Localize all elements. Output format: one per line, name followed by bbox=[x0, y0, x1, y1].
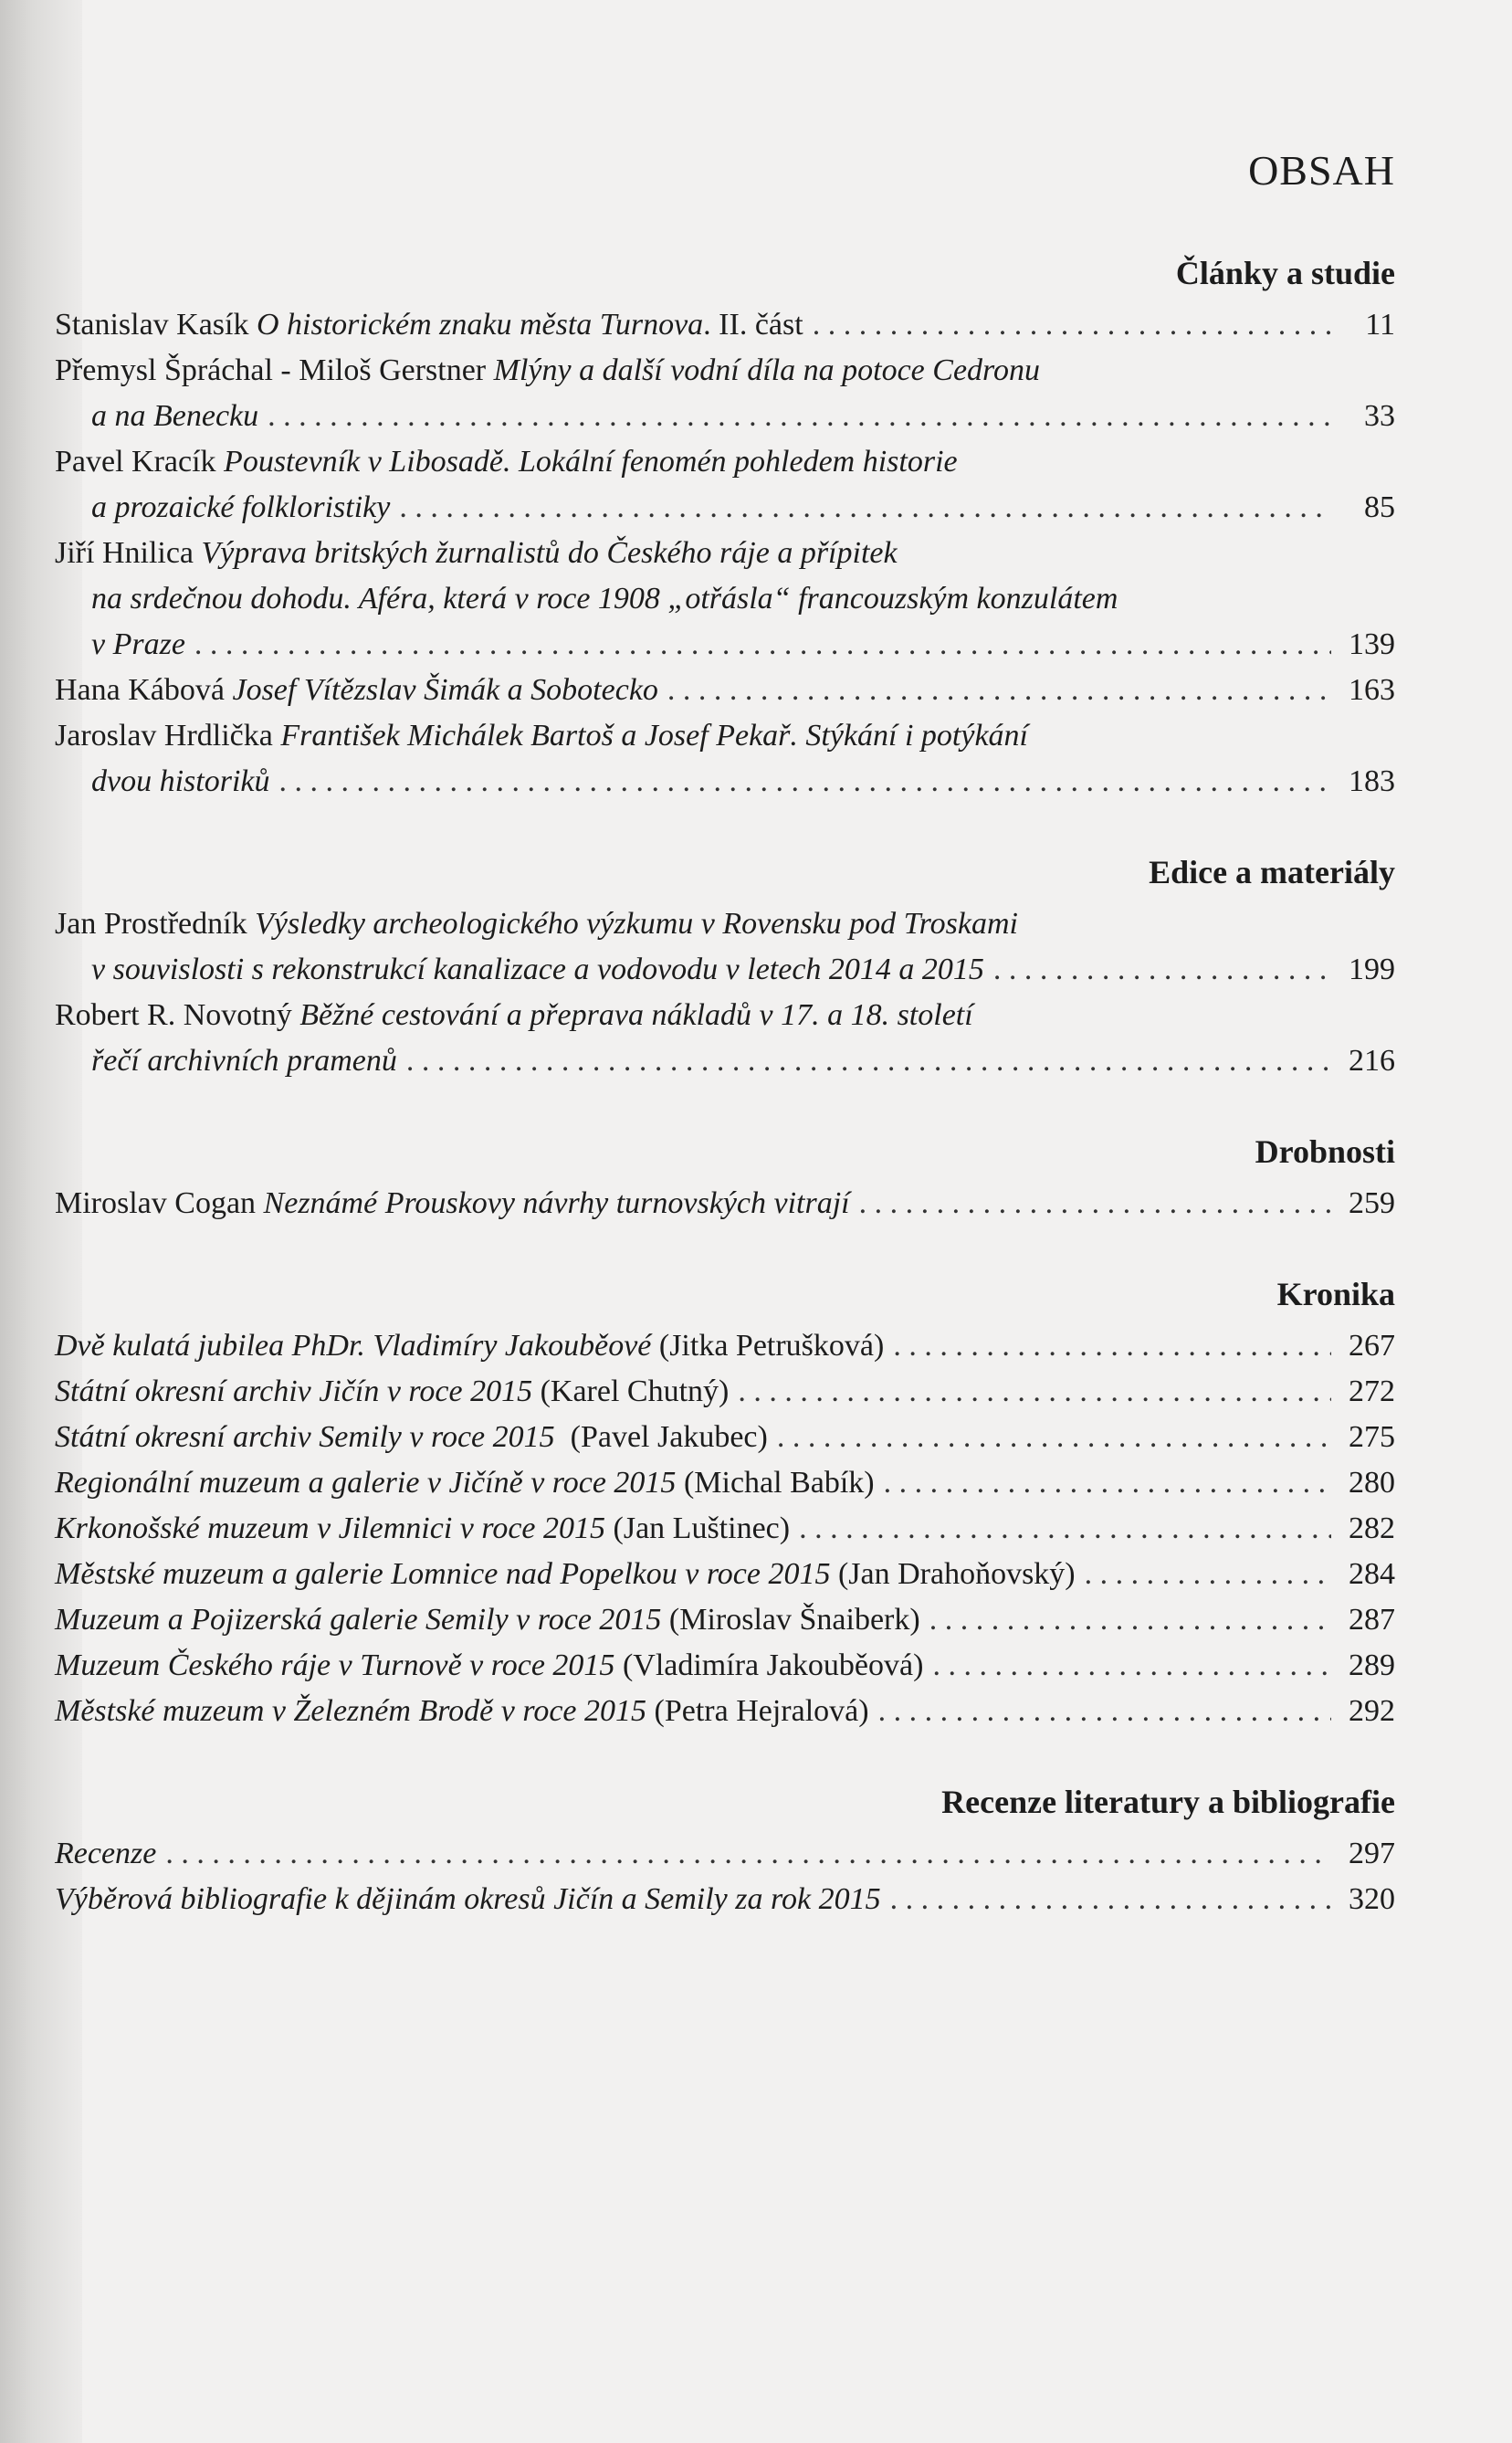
entry-line bbox=[55, 1597, 1395, 1643]
entry-line bbox=[55, 1181, 1395, 1227]
entry-author: Pavel Kracík bbox=[55, 445, 225, 479]
toc-entry[interactable] bbox=[55, 1831, 1395, 1877]
entry-author: Jan Prostředník bbox=[55, 907, 256, 941]
entry-title: Výprava britských žurnalistů do Českého ráje a přípitek bbox=[201, 536, 898, 570]
toc-section bbox=[55, 848, 1395, 1084]
entry-note: (Karel Chutný) bbox=[532, 1374, 730, 1408]
entry-page-number: 289 bbox=[1349, 1648, 1395, 1682]
entry-page-number: 259 bbox=[1349, 1186, 1395, 1220]
entry-page-number: 275 bbox=[1349, 1420, 1395, 1454]
entry-title: Regionální muzeum a galerie v Jičíně v roce 2015 bbox=[55, 1466, 677, 1500]
toc-entry[interactable] bbox=[55, 668, 1395, 713]
dot-leader bbox=[194, 622, 1331, 668]
entry-title: Dvě kulatá jubilea PhDr. Vladimíry Jakouběové bbox=[55, 1329, 652, 1363]
entry-title: Poustevník v Libosadě. Lokální fenomén pohledem historie bbox=[224, 445, 958, 479]
entry-title: Výběrová bibliografie k dějinám okresů Jičín a Semily za rok 2015 bbox=[55, 1882, 881, 1916]
toc-entry[interactable] bbox=[55, 993, 1395, 1084]
entry-page-number: 199 bbox=[1349, 953, 1395, 986]
dot-leader bbox=[799, 1506, 1331, 1552]
dot-leader bbox=[777, 1415, 1331, 1460]
entry-page-number: 85 bbox=[1364, 490, 1395, 524]
entry-page-number: 292 bbox=[1349, 1694, 1395, 1728]
entry-line bbox=[55, 1460, 1395, 1506]
entry-page-number: 139 bbox=[1349, 627, 1395, 661]
section-heading: Kronika bbox=[1276, 1276, 1395, 1312]
entry-line bbox=[55, 1831, 1395, 1877]
entry-note: (Vladimíra Jakouběová) bbox=[614, 1648, 924, 1682]
toc-entry[interactable] bbox=[55, 1181, 1395, 1227]
dot-leader bbox=[993, 947, 1331, 993]
entry-page-number: 33 bbox=[1364, 399, 1395, 433]
entry-line bbox=[55, 394, 1395, 439]
dot-leader bbox=[165, 1831, 1331, 1877]
entry-title: v souvislosti s rekonstrukcí kanalizace a vodovodu v letech 2014 a 2015 bbox=[91, 953, 984, 986]
entry-title: Muzeum Českého ráje v Turnově v roce 2015 bbox=[55, 1648, 615, 1682]
entry-title: Státní okresní archiv Jičín v roce 2015 bbox=[55, 1374, 533, 1408]
dot-leader bbox=[893, 1323, 1331, 1369]
entry-line bbox=[55, 1369, 1395, 1415]
toc-entry[interactable] bbox=[55, 1415, 1395, 1460]
entry-line bbox=[55, 439, 1395, 485]
entry-title: dvou historiků bbox=[91, 764, 270, 798]
entry-page-number: 11 bbox=[1365, 308, 1395, 342]
dot-leader bbox=[884, 1460, 1331, 1506]
dot-leader bbox=[268, 394, 1331, 439]
entry-title: Státní okresní archiv Semily v roce 2015 bbox=[55, 1420, 555, 1454]
toc-entry[interactable] bbox=[55, 1689, 1395, 1734]
toc-entry[interactable] bbox=[55, 713, 1395, 805]
dot-leader bbox=[278, 759, 1331, 805]
dot-leader bbox=[667, 668, 1331, 713]
entry-note: (Jan Luštinec) bbox=[605, 1511, 791, 1545]
entry-line bbox=[55, 668, 1395, 713]
entry-title: a na Benecku bbox=[91, 399, 259, 433]
toc-section bbox=[55, 1128, 1395, 1227]
entry-title: Josef Vítězslav Šimák a Sobotecko bbox=[232, 673, 658, 707]
entry-line bbox=[55, 1415, 1395, 1460]
entry-line bbox=[55, 947, 1395, 993]
entry-line bbox=[55, 993, 1395, 1038]
entry-line bbox=[55, 901, 1395, 947]
section-heading: Recenze literatury a bibliografie bbox=[941, 1784, 1395, 1820]
entry-line bbox=[55, 1552, 1395, 1597]
toc-entry[interactable] bbox=[55, 1323, 1395, 1369]
entry-line bbox=[55, 485, 1395, 531]
toc-entry[interactable] bbox=[55, 1552, 1395, 1597]
entry-page-number: 272 bbox=[1349, 1374, 1395, 1408]
section-heading: Drobnosti bbox=[1255, 1133, 1395, 1170]
toc-section bbox=[55, 1270, 1395, 1734]
page-title: OBSAH bbox=[1248, 147, 1395, 194]
entry-author: Robert R. Novotný bbox=[55, 998, 300, 1032]
entry-line bbox=[55, 302, 1395, 348]
entry-page-number: 216 bbox=[1349, 1044, 1395, 1078]
entry-page-number: 297 bbox=[1349, 1837, 1395, 1870]
entry-page-number: 267 bbox=[1349, 1329, 1395, 1363]
toc-entry[interactable] bbox=[55, 1643, 1395, 1689]
entry-line bbox=[55, 759, 1395, 805]
toc-sections bbox=[55, 249, 1395, 1922]
entry-title: František Michálek Bartoš a Josef Pekař. Stýkání i potýkání bbox=[280, 719, 1028, 753]
entry-author: Jiří Hnilica bbox=[55, 536, 202, 570]
toc-entry[interactable] bbox=[55, 302, 1395, 348]
entry-author: Hana Kábová bbox=[55, 673, 233, 707]
toc-section bbox=[55, 249, 1395, 805]
entry-title: O historickém znaku města Turnova bbox=[256, 308, 704, 342]
dot-leader bbox=[878, 1689, 1331, 1734]
entry-line bbox=[55, 1038, 1395, 1084]
entry-author: Jaroslav Hrdlička bbox=[55, 719, 281, 753]
entry-author: Miroslav Cogan bbox=[55, 1186, 264, 1220]
entry-note: (Jitka Petrušková) bbox=[651, 1329, 885, 1363]
toc-entry[interactable] bbox=[55, 1506, 1395, 1552]
entry-line bbox=[55, 1643, 1395, 1689]
entry-page-number: 282 bbox=[1349, 1511, 1395, 1545]
dot-leader bbox=[890, 1877, 1331, 1922]
section-heading: Edice a materiály bbox=[1149, 854, 1395, 890]
toc-entry[interactable] bbox=[55, 1877, 1395, 1922]
entry-page-number: 183 bbox=[1349, 764, 1395, 798]
entry-note: (Jan Drahoňovský) bbox=[830, 1557, 1076, 1591]
dot-leader bbox=[399, 485, 1331, 531]
entry-line bbox=[55, 713, 1395, 759]
entry-page-number: 284 bbox=[1349, 1557, 1395, 1591]
toc-entry[interactable] bbox=[55, 901, 1395, 993]
entry-title: Běžné cestování a přeprava nákladů v 17. a 18. století bbox=[299, 998, 973, 1032]
entry-line bbox=[55, 1506, 1395, 1552]
entry-note: (Michal Babík) bbox=[676, 1466, 875, 1500]
toc-entry[interactable] bbox=[55, 348, 1395, 439]
entry-title: Recenze bbox=[55, 1837, 157, 1870]
entry-note: (Miroslav Šnaiberk) bbox=[661, 1603, 920, 1637]
dot-leader bbox=[738, 1369, 1331, 1415]
entry-title: Výsledky archeologického výzkumu v Rovensku pod Troskami bbox=[255, 907, 1018, 941]
table-of-contents bbox=[55, 146, 1395, 1966]
entry-title: Městské muzeum a galerie Lomnice nad Popelkou v roce 2015 bbox=[55, 1557, 831, 1591]
entry-author: Stanislav Kasík bbox=[55, 308, 257, 342]
entry-line bbox=[55, 576, 1395, 622]
entry-author: Přemysl Špráchal - Miloš Gerstner bbox=[55, 353, 494, 387]
entry-note: (Petra Hejralová) bbox=[646, 1694, 869, 1728]
entry-line bbox=[55, 1323, 1395, 1369]
toc-entry[interactable] bbox=[55, 1369, 1395, 1415]
entry-title: a prozaické folkloristiky bbox=[91, 490, 391, 524]
dot-leader bbox=[932, 1643, 1331, 1689]
toc-entry[interactable] bbox=[55, 531, 1395, 668]
entry-title: v Praze bbox=[91, 627, 185, 661]
dot-leader bbox=[859, 1181, 1331, 1227]
entry-page-number: 280 bbox=[1349, 1466, 1395, 1500]
dot-leader bbox=[813, 302, 1331, 348]
toc-entry[interactable] bbox=[55, 1460, 1395, 1506]
entry-line bbox=[55, 531, 1395, 576]
entry-line bbox=[55, 622, 1395, 668]
entry-line bbox=[55, 1877, 1395, 1922]
entry-title: Městské muzeum v Železném Brodě v roce 2015 bbox=[55, 1694, 647, 1728]
entry-line bbox=[55, 348, 1395, 394]
section-heading: Články a studie bbox=[1175, 255, 1395, 291]
dot-leader bbox=[406, 1038, 1331, 1084]
entry-page-number: 287 bbox=[1349, 1603, 1395, 1637]
toc-section bbox=[55, 1778, 1395, 1922]
entry-title: Neznámé Prouskovy návrhy turnovských vitrají bbox=[263, 1186, 850, 1220]
toc-entry[interactable] bbox=[55, 439, 1395, 531]
entry-title: Mlýny a další vodní díla na potoce Cedronu bbox=[493, 353, 1041, 387]
entry-note: (Pavel Jakubec) bbox=[554, 1420, 768, 1454]
dot-leader bbox=[1085, 1552, 1331, 1597]
entry-page-number: 320 bbox=[1349, 1882, 1395, 1916]
entry-title: Krkonošské muzeum v Jilemnici v roce 2015 bbox=[55, 1511, 606, 1545]
entry-page-number: 163 bbox=[1349, 673, 1395, 707]
dot-leader bbox=[929, 1597, 1331, 1643]
entry-line bbox=[55, 1689, 1395, 1734]
entry-title: Muzeum a Pojizerská galerie Semily v roce 2015 bbox=[55, 1603, 662, 1637]
entry-title: řečí archivních pramenů bbox=[91, 1044, 397, 1078]
toc-entry[interactable] bbox=[55, 1597, 1395, 1643]
entry-note: . II. část bbox=[703, 308, 803, 342]
entry-title: na srdečnou dohodu. Aféra, která v roce 1908 „otřásla“ francouzským konzulátem bbox=[91, 582, 1118, 616]
